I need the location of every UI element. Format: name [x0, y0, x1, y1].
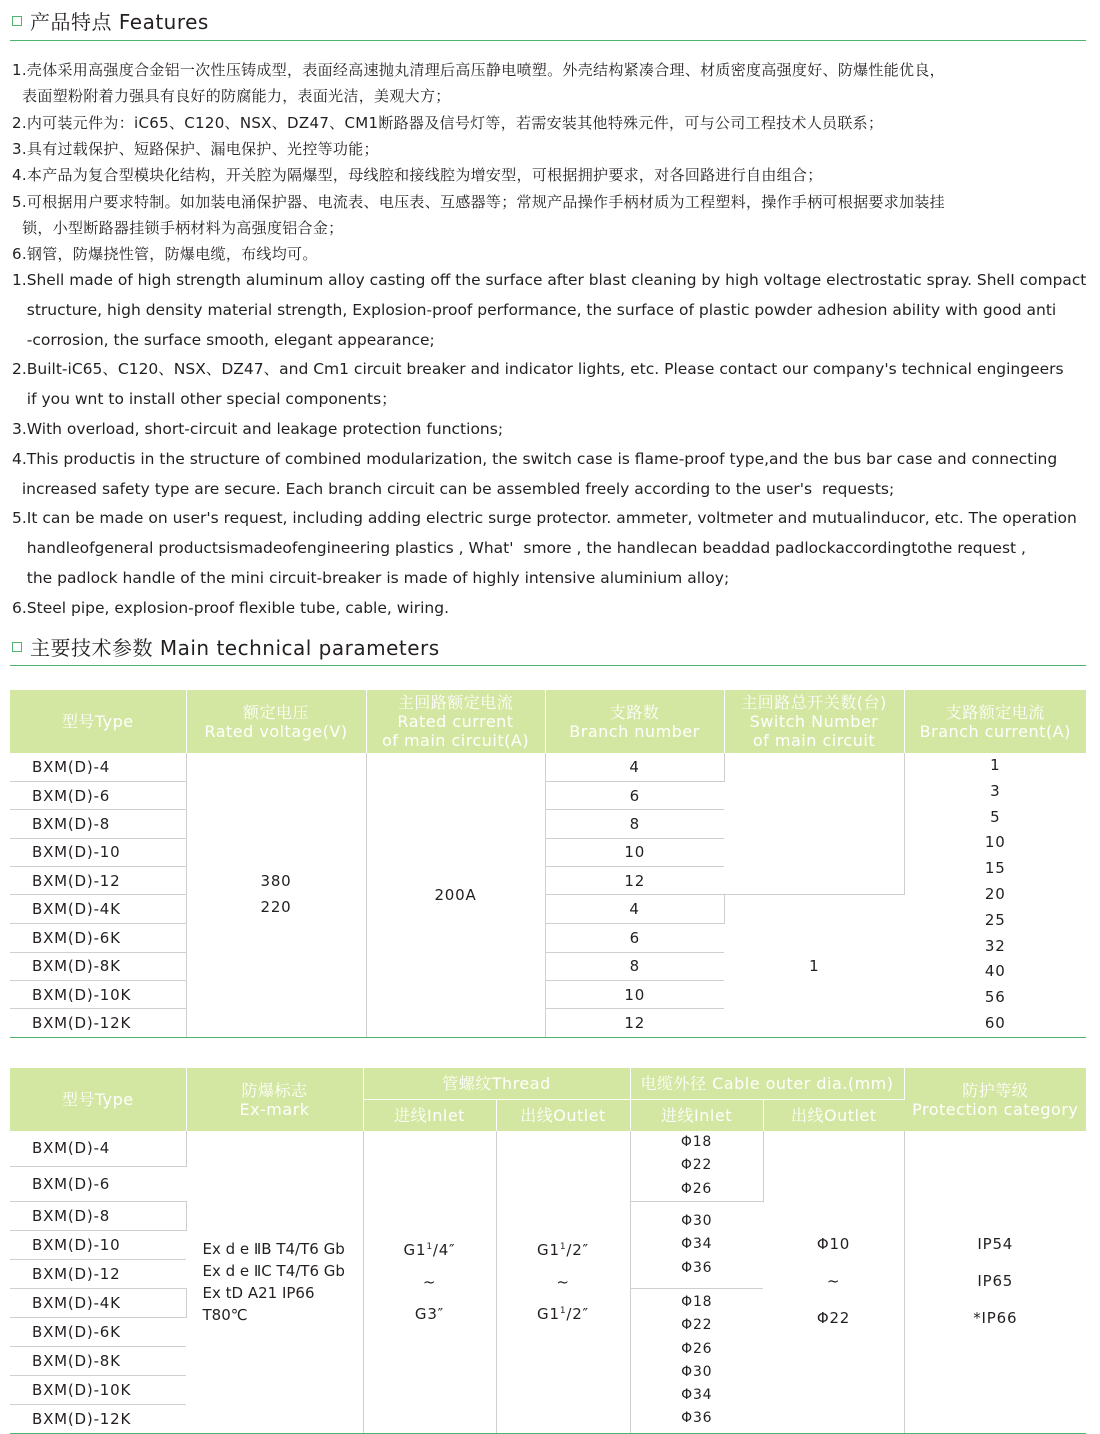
cable-inlet-value: Φ34 [681, 1387, 713, 1404]
feature-en-line: the padlock handle of the mini circuit-breaker is made of highly intensive aluminium alloy; [12, 569, 730, 587]
branch-current-value: 3 [990, 781, 1001, 800]
voltage-cell [186, 753, 366, 1037]
col-voltage: 额定电压 Rated voltage(V) [186, 690, 366, 753]
feature-cn-line: 2.内可装元件为：iC65、C120、NSX、DZ47、CM1断路器及信号灯等，若需安装其他特殊元件，可与公司工程技术人员联系； [12, 113, 884, 132]
branch-number-cell: 8 [545, 952, 724, 980]
table-row [10, 753, 1086, 781]
feature-en-line: 3.With overload, short-circuit and leakage protection functions; [12, 420, 504, 438]
branch-current-value: 5 [990, 807, 1001, 826]
branch-current-value: 40 [984, 962, 1006, 981]
exmark-value: Ex tD A21 IP66 T80℃ [202, 1283, 315, 1324]
model-cell: BXM(D)-12K [10, 1009, 186, 1037]
model-cell: BXM(D)-12 [10, 1259, 186, 1288]
cable-inlet-value: Φ30 [681, 1363, 713, 1380]
feature-cn-line: 6.钢管，防爆挠性管，防爆电缆，布线均可。 [12, 245, 318, 264]
model-cell: BXM(D)-4K [10, 1288, 186, 1317]
voltage-value: 380 [260, 872, 292, 891]
feature-en-line: 4.This productis in the structure of combined modularization, the switch case is flame-proof type,and the bus bar case and connecting [12, 449, 1058, 468]
cable-inlet-value: Φ22 [680, 1157, 713, 1174]
voltage-value: 220 [260, 897, 292, 916]
cable-outlet-value: ~ [826, 1272, 841, 1291]
branch-current-cell [904, 753, 1086, 1037]
feature-en-line: 5.It can be made on user's request, including adding electric surge protector. ammeter, voltmeter and mutualinducor, etc. The operation [12, 509, 1077, 528]
col-type: 型号Type [10, 690, 186, 753]
col-branch-number: 支路数 Branch number [545, 690, 724, 753]
model-cell: BXM(D)-8K [10, 1346, 186, 1375]
spec-table-1 [10, 690, 1086, 1038]
col-thread-outlet: 出线Outlet [496, 1099, 630, 1131]
thread-inlet-cell [363, 1131, 496, 1433]
feature-en-line: 2.Built-iC65、C120、NSX、DZ47、and Cm1 circuit breaker and indicator lights, etc. Please contact our company's technical engingeers [12, 360, 1064, 379]
cable-inlet-value: Φ18 [680, 1134, 713, 1150]
branch-current-value: 10 [984, 833, 1006, 852]
cable-inlet-cell [630, 1201, 763, 1288]
feature-en-line: -corrosion, the surface smooth, elegant appearance; [12, 330, 435, 349]
protection-value: IP54 [977, 1235, 1014, 1254]
cable-inlet-cell [630, 1288, 763, 1433]
model-cell: BXM(D)-10K [10, 1375, 186, 1404]
table-row [10, 1131, 1086, 1166]
col-switch-number: 主回路总开关数(台) Switch Number of main circuit [724, 690, 904, 753]
feature-cn-line: 4.本产品为复合型模块化结构，开关腔为隔爆型，母线腔和接线腔为增安型，可根据拥护要求，对各回路进行自由组合； [12, 166, 823, 185]
thread-outlet-tilde: ~ [556, 1272, 570, 1291]
cable-outlet-cell [763, 1131, 904, 1433]
model-cell: BXM(D)-12 [10, 867, 186, 895]
cable-outlet-value: Φ22 [816, 1309, 851, 1328]
feature-cn-line: 5.可根据用户要求特制。如加装电涌保护器、电流表、电压表、互感器等；常规产品操作手柄材质为工程塑料，操作手柄可根据要求加装挂 [12, 192, 945, 211]
switch-number-cell [724, 753, 904, 895]
cable-outlet-value: Φ10 [816, 1235, 851, 1254]
exmark-value: Ex d e ⅡC T4/T6 Gb [202, 1261, 345, 1280]
feature-en-line: structure, high density material strength, Explosion-proof performance, the surface of plastic powder adhesion abiIity with good anti [12, 300, 1057, 319]
feature-en-line: if you wnt to install other special components； [12, 390, 397, 409]
branch-number-cell: 6 [545, 924, 724, 952]
feature-en-line: handleofgeneral productsismadeofengineering plastics , What' smore , the handlecan beaddad padlockaccordingtothe request , [12, 539, 1026, 558]
branch-number-cell: 4 [545, 753, 724, 781]
feature-en-line: increased safety type are secure. Each branch circuit can be assembled freely according to the user's requests; [12, 479, 895, 498]
spec-table-2 [10, 1068, 1086, 1434]
cable-inlet-value: Φ26 [681, 1340, 713, 1357]
col-thread: 管螺纹Thread [363, 1068, 630, 1099]
feature-cn-line: 锁，小型断路器挂锁手柄材料为高强度铝合金； [12, 218, 344, 237]
col-current: 主回路额定电流 Rated current of main circuit(A) [366, 690, 545, 753]
col-protection: 防护等级 Protection category [904, 1068, 1086, 1131]
model-cell: BXM(D)-8 [10, 810, 186, 838]
model-cell: BXM(D)-4 [10, 1131, 186, 1166]
cable-inlet-value: Φ34 [681, 1236, 713, 1253]
bullet-square-icon [12, 642, 22, 652]
branch-number-cell: 8 [545, 810, 724, 838]
branch-number-cell: 6 [545, 781, 724, 809]
bullet-square-icon [12, 16, 22, 26]
col-branch-current: 支路额定电流 Branch current(A) [904, 690, 1086, 753]
thread-outlet-bottom: $G1^1/2''$ [537, 1304, 589, 1323]
model-cell: BXM(D)-6 [10, 781, 186, 809]
col-cable-outlet: 出线Outlet [763, 1099, 904, 1131]
model-cell: BXM(D)-12K [10, 1404, 186, 1433]
protection-value: IP65 [977, 1272, 1014, 1291]
model-cell: BXM(D)-8 [10, 1201, 186, 1230]
branch-number-cell: 12 [545, 1009, 724, 1037]
branch-current-value: 56 [984, 988, 1006, 1007]
model-cell: BXM(D)-10 [10, 838, 186, 866]
cable-inlet-value: Φ36 [681, 1259, 713, 1276]
model-cell: BXM(D)-4 [10, 753, 186, 781]
branch-current-value: 60 [984, 1013, 1006, 1032]
feature-en-line: 6.Steel pipe, explosion-proof flexible tube, cable, wiring. [12, 598, 450, 617]
model-cell: BXM(D)-4K [10, 895, 186, 924]
col-thread-inlet: 进线Inlet [363, 1099, 496, 1131]
switch-number-cell: 1 [724, 895, 904, 1037]
protection-value: *IP66 [973, 1309, 1018, 1328]
cable-inlet-value: Φ30 [681, 1212, 713, 1229]
model-cell: BXM(D)-6 [10, 1166, 186, 1201]
model-cell: BXM(D)-6K [10, 924, 186, 952]
cable-inlet-value: Φ36 [681, 1410, 713, 1427]
feature-cn-line: 3.具有过载保护、短路保护、漏电保护、光控等功能； [12, 139, 379, 158]
params-heading: 主要技术参数 Main technical parameters [30, 636, 440, 660]
current-cell: 200A [366, 753, 545, 1037]
thread-inlet-bottom: G3″ [414, 1304, 445, 1323]
model-cell: BXM(D)-10 [10, 1230, 186, 1259]
branch-current-value: 25 [984, 910, 1006, 929]
branch-number-cell: 4 [545, 895, 724, 924]
branch-current-value: 15 [984, 859, 1006, 878]
branch-number-cell: 10 [545, 980, 724, 1008]
thread-inlet-tilde: ~ [422, 1272, 437, 1291]
thread-outlet-top: $G1^1/2''$ [537, 1240, 589, 1259]
feature-en-line: 1.Shell made of high strength aluminum alloy casting off the surface after blast cleaning by high voltage electrostatic spray. ShelI compact [12, 271, 1087, 289]
feature-cn-line: 表面塑粉附着力强具有良好的防腐能力，表面光洁，美观大方； [12, 87, 451, 106]
feature-cn-line: 1.壳体采用高强度合金铝一次性压铸成型，表面经高速抛丸清理后高压静电喷塑。外壳结构紧凑合理、材质密度高强度好、防爆性能优良， [12, 61, 945, 79]
model-cell: BXM(D)-6K [10, 1317, 186, 1346]
cable-inlet-value: Φ26 [680, 1180, 713, 1197]
col-cable: 电缆外径 Cable outer dia.(mm) [630, 1068, 904, 1099]
cable-inlet-cell [630, 1131, 763, 1201]
branch-number-cell: 10 [545, 838, 724, 866]
thread-inlet-top: $G1^1/4''$ [403, 1240, 456, 1259]
model-cell: BXM(D)-10K [10, 980, 186, 1008]
features-heading: 产品特点 Features [30, 10, 209, 34]
cable-inlet-value: Φ22 [681, 1317, 713, 1334]
branch-number-cell: 12 [545, 867, 724, 895]
branch-current-value: 1 [990, 756, 1001, 774]
branch-current-value: 32 [984, 936, 1006, 955]
protection-cell [904, 1131, 1086, 1433]
cable-inlet-value: Φ18 [681, 1294, 713, 1310]
params-rule [10, 665, 1086, 666]
thread-outlet-cell [496, 1131, 630, 1433]
exmark-cell [186, 1131, 363, 1433]
exmark-value: Ex d e ⅡB T4/T6 Gb [202, 1239, 345, 1258]
model-cell: BXM(D)-8K [10, 952, 186, 980]
col-cable-inlet: 进线Inlet [630, 1099, 763, 1131]
branch-current-value: 20 [984, 884, 1006, 903]
features-rule [10, 40, 1086, 41]
col-type: 型号Type [10, 1068, 186, 1131]
col-exmark: 防爆标志 Ex-mark [186, 1068, 363, 1131]
